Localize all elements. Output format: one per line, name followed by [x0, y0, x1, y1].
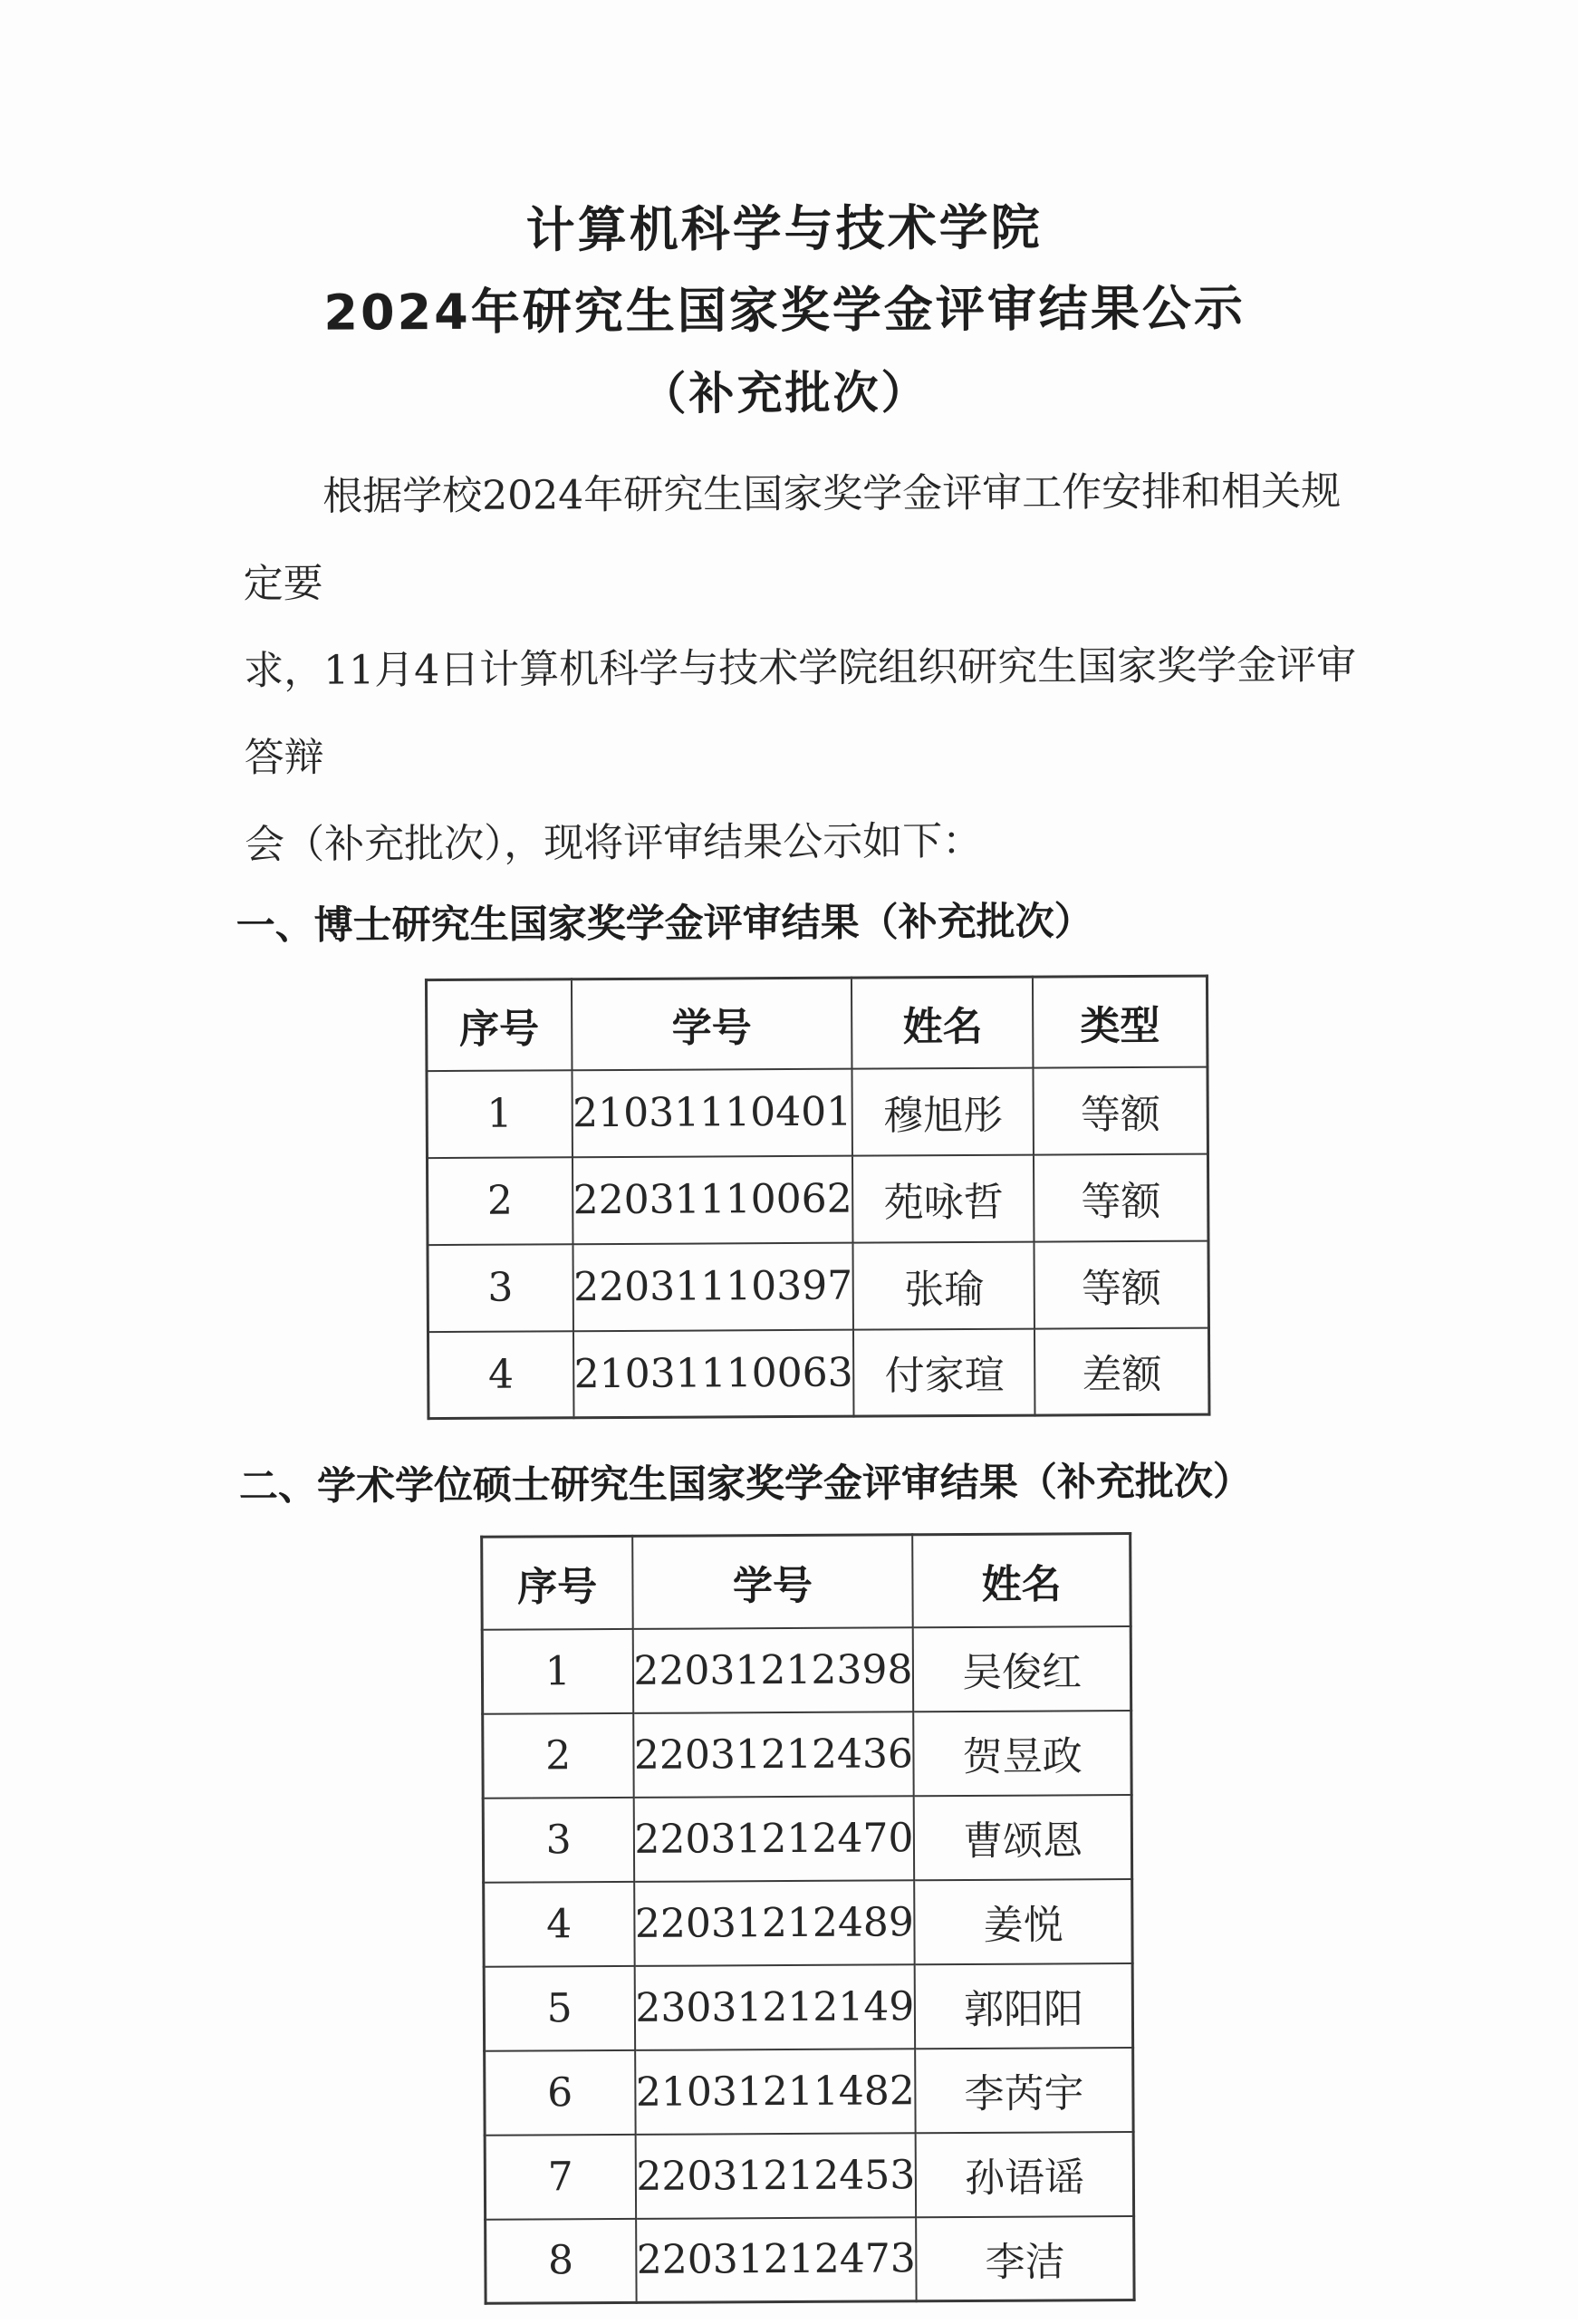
cell-name: 曹颂恩: [914, 1795, 1131, 1880]
cell-name: 姜悦: [915, 1879, 1132, 1964]
table-row: [484, 1879, 1132, 1967]
table-row: [485, 2048, 1133, 2136]
cell-name: 贺昱政: [914, 1711, 1131, 1796]
cell-name: 穆旭彤: [852, 1067, 1034, 1155]
paragraph-line-3: 会（补充批次），现将评审结果公示如下：: [245, 817, 983, 869]
cell-seq: 1: [427, 1070, 573, 1158]
cell-seq: 5: [484, 1965, 634, 2050]
cell-name: 李芮宇: [916, 2048, 1133, 2133]
cell-student-id: 22031212473: [636, 2217, 917, 2303]
table-row: [483, 1711, 1131, 1798]
table-row: [427, 1153, 1208, 1245]
cell-name: 李洁: [917, 2216, 1134, 2301]
cell-seq: 1: [482, 1628, 632, 1713]
paragraph-line-1: 根据学校2024年研究生国家奖学金评审工作安排和相关规定要: [243, 468, 1342, 608]
cell-type: 差额: [1034, 1327, 1209, 1415]
column-header-type: 类型: [1033, 976, 1208, 1067]
cell-type: 等额: [1034, 1240, 1209, 1328]
cell-seq: 6: [485, 2049, 635, 2135]
cell-type: 等额: [1034, 1066, 1208, 1154]
phd-results-table: [425, 975, 1210, 1421]
table-row: [485, 2132, 1133, 2220]
column-header-seq: 序号: [426, 979, 572, 1071]
cell-seq: 8: [486, 2218, 636, 2303]
cell-student-id: 22031212489: [634, 1880, 915, 1966]
cell-student-id: 21031110401: [572, 1068, 852, 1157]
cell-name: 郭阳阳: [915, 1963, 1132, 2049]
table-row: [486, 2216, 1134, 2304]
cell-seq: 2: [483, 1712, 633, 1798]
intro-paragraph: [243, 448, 1377, 890]
cell-seq: 2: [427, 1157, 573, 1245]
cell-student-id: 22031110062: [572, 1155, 852, 1244]
cell-student-id: 22031212436: [633, 1712, 914, 1798]
document-title-block: [0, 0, 1574, 439]
cell-name: 付家瑄: [853, 1328, 1034, 1416]
cell-student-id: 22031212453: [635, 2133, 916, 2219]
cell-seq: 4: [484, 1881, 634, 1966]
cell-seq: 4: [428, 1331, 573, 1419]
cell-name: 张瑜: [853, 1241, 1034, 1329]
cell-name: 苑咏哲: [852, 1154, 1034, 1242]
cell-student-id: 22031212398: [632, 1627, 913, 1713]
column-header-name: 姓名: [852, 977, 1034, 1068]
cell-name: 孙语谣: [916, 2132, 1133, 2217]
table-header-row: [426, 976, 1207, 1071]
cell-student-id: 22031212470: [633, 1796, 914, 1882]
table-row: [483, 1795, 1131, 1883]
section-2-heading: 二、学术学位硕士研究生国家奖学金评审结果（补充批次）: [238, 1459, 1252, 1510]
cell-type: 等额: [1034, 1153, 1208, 1241]
table-header-row: [482, 1534, 1131, 1630]
masters-results-table: [480, 1532, 1135, 2305]
cell-seq: 3: [483, 1797, 633, 1882]
column-header-seq: 序号: [482, 1536, 633, 1629]
paragraph-line-2: 求，11月4日计算机科学与技术学院组织研究生国家奖学金评审答辩: [244, 641, 1357, 782]
cell-student-id: 23031212149: [634, 1964, 915, 2050]
table-row: [428, 1240, 1208, 1332]
column-header-student-id: 学号: [632, 1535, 913, 1629]
column-header-name: 姓名: [913, 1534, 1131, 1627]
table-row: [482, 1626, 1131, 1714]
table-row: [428, 1327, 1208, 1419]
cell-seq: 3: [428, 1244, 573, 1332]
cell-student-id: 21031211482: [635, 2049, 916, 2135]
cell-seq: 7: [485, 2134, 635, 2219]
cell-student-id: 22031110397: [573, 1242, 853, 1331]
cell-name: 吴俊红: [913, 1626, 1131, 1712]
document-title-line-3: （补充批次）: [640, 366, 929, 420]
cell-student-id: 21031110063: [573, 1329, 853, 1418]
column-header-student-id: 学号: [571, 978, 852, 1070]
table-row: [427, 1066, 1208, 1158]
section-1-heading: 一、博士研究生国家奖学金评审结果（补充批次）: [236, 899, 1093, 950]
table-row: [484, 1963, 1132, 2051]
document-title-line-2: 2024年研究生国家奖学金评审结果公示: [323, 279, 1246, 342]
document-title-line-1: 计算机科学与技术学院: [525, 198, 1043, 259]
